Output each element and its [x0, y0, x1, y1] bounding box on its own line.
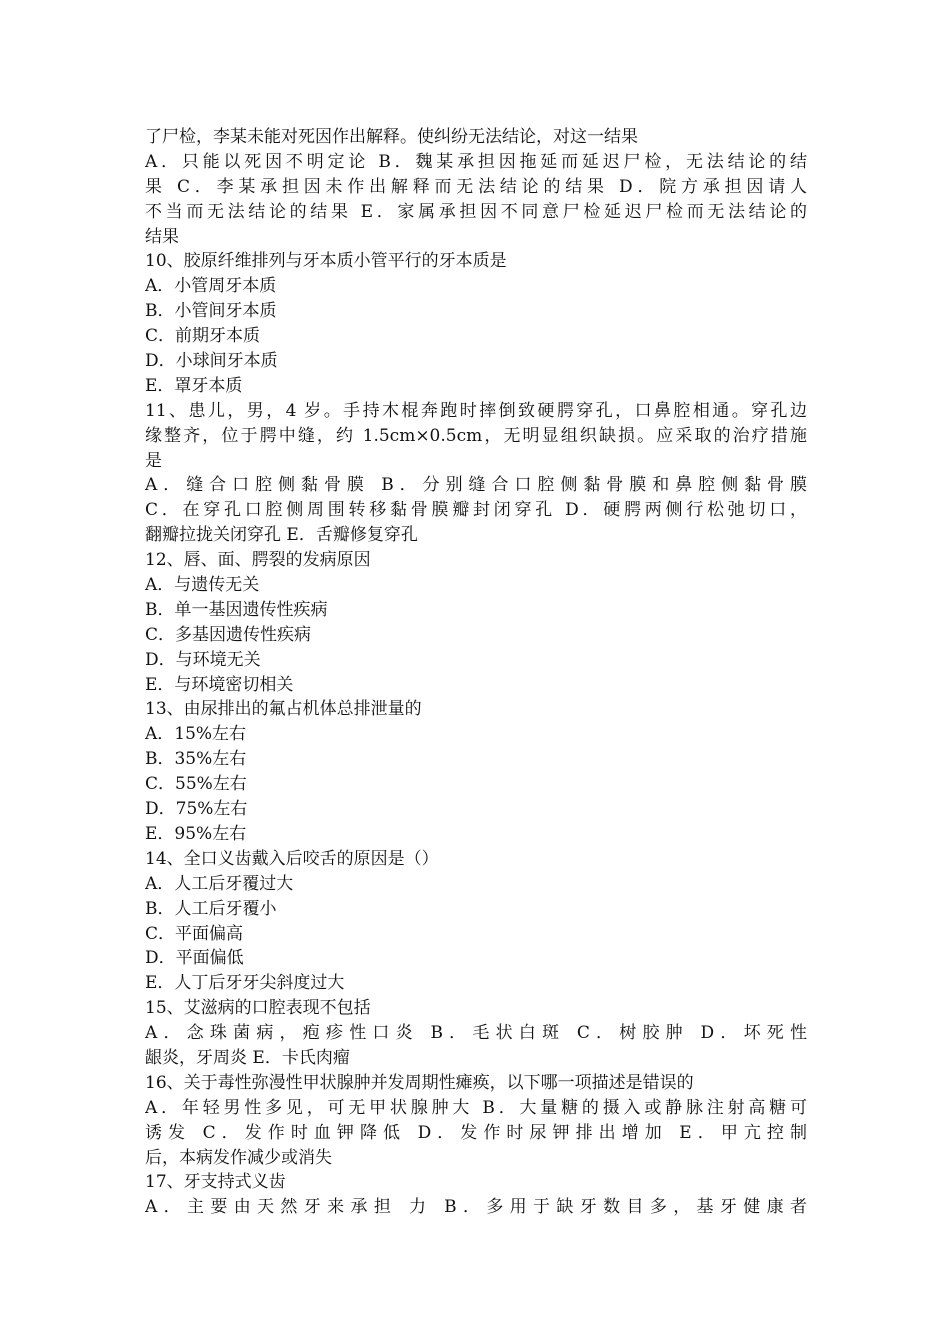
text-line: B．单一基因遗传性疾病 — [145, 599, 328, 620]
text-line: E．人丁后牙牙尖斜度过大 — [145, 973, 345, 994]
text-line: C．多基因遗传性疾病 — [145, 624, 312, 645]
text-line: 10、胶原纤维排列与牙本质小管平行的牙本质是 — [145, 251, 507, 272]
text-line: C．前期牙本质 — [145, 326, 261, 347]
text-line: 龈炎，牙周炎 E．卡氏肉瘤 — [145, 1047, 350, 1068]
text-line: 16、关于毒性弥漫性甲状腺肿并发周期性瘫痪，以下哪一项描述是错误的 — [145, 1072, 694, 1093]
text-line: B．小管间牙本质 — [145, 301, 277, 322]
text-line: A．与遗传无关 — [145, 575, 260, 596]
text-line: 翻瓣拉拢关闭穿孔 E．舌瓣修复穿孔 — [145, 525, 418, 546]
text-line: 15、艾滋病的口腔表现不包括 — [145, 998, 371, 1019]
text-line: E．罩牙本质 — [145, 375, 243, 396]
text-line: D．小球间牙本质 — [145, 351, 278, 372]
text-line: A．人工后牙覆过大 — [145, 873, 294, 894]
text-line: E．与环境密切相关 — [145, 674, 294, 695]
text-line: 是 — [145, 450, 162, 471]
text-line: D．75%左右 — [145, 799, 248, 820]
text-line: C．55%左右 — [145, 774, 247, 795]
text-line: D．平面偏低 — [145, 948, 244, 969]
text-line: 13、由尿排出的氟占机体总排泄量的 — [145, 699, 422, 720]
text-line: C．平面偏高 — [145, 923, 244, 944]
text-line: 诱发 C．发作时血钾降低 D．发作时尿钾排出增加 E．甲亢控制 — [145, 1122, 807, 1143]
text-line: B．人工后牙覆小 — [145, 898, 277, 919]
text-line: 后，本病发作减少或消失 — [145, 1147, 332, 1168]
text-line: 11、患儿，男，4 岁。手持木棍奔跑时摔倒致硬腭穿孔，口鼻腔相通。穿孔边 — [145, 400, 807, 421]
text-line: 不当而无法结论的结果 E．家属承担因不同意尸检延迟尸检而无法结论的 — [145, 201, 807, 222]
text-line: 了尸检，李某未能对死因作出解释。使纠纷无法结论，对这一结果 — [145, 127, 638, 147]
text-line: 12、唇、面、腭裂的发病原因 — [145, 550, 371, 571]
text-line: A．15%左右 — [145, 724, 247, 745]
text-line: D．与环境无关 — [145, 649, 261, 670]
text-line: E．95%左右 — [145, 823, 247, 844]
text-line: A．缝合口腔侧黏骨膜 B．分别缝合口腔侧黏骨膜和鼻腔侧黏骨膜 — [145, 475, 807, 496]
text-line: A．只能以死因不明定论 B．魏某承担因拖延而延迟尸检，无法结论的结 — [145, 151, 807, 172]
text-line: A．年轻男性多见，可无甲状腺肿大 B．大量糖的摄入或静脉注射高糖可 — [145, 1097, 807, 1118]
text-line: A．念珠菌病，疱疹性口炎 B．毛状白斑 C．树胶肿 D．坏死性 — [145, 1023, 807, 1044]
text-line: A．小管周牙本质 — [145, 276, 277, 297]
text-line: B．35%左右 — [145, 749, 247, 770]
text-line: 14、全口义齿戴入后咬舌的原因是（） — [145, 848, 439, 869]
text-line: 17、牙支持式义齿 — [145, 1172, 286, 1193]
text-line: 果 C．李某承担因未作出解释而无法结论的结果 D．院方承担因请人 — [145, 176, 807, 197]
text-line: A．主要由天然牙来承担 力 B．多用于缺牙数目多，基牙健康者 — [145, 1197, 807, 1218]
text-line: C．在穿孔口腔侧周围转移黏骨膜瓣封闭穿孔 D．硬腭两侧行松弛切口， — [145, 500, 807, 521]
text-line: 结果 — [145, 226, 179, 247]
document-body — [145, 125, 807, 1220]
text-line: 缘整齐，位于腭中缝，约 1.5cm×0.5cm，无明显组织缺损。应采取的治疗措施 — [145, 425, 807, 446]
